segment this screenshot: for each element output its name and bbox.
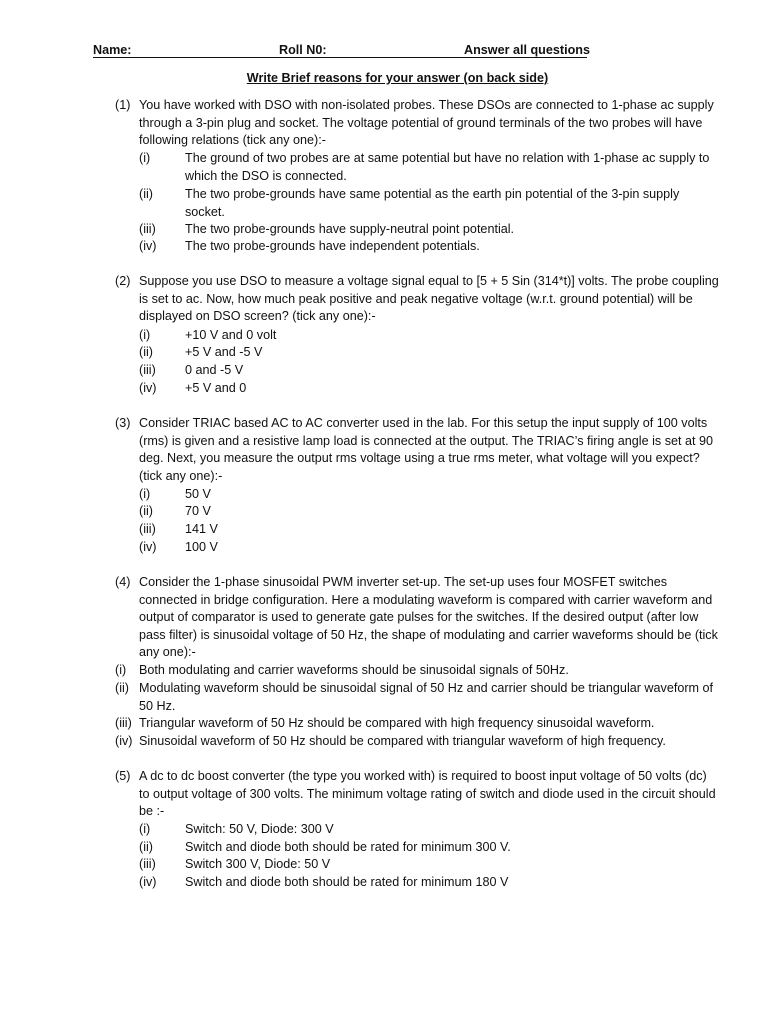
option-text: Sinusoidal waveform of 50 Hz should be compared with triangular waveform of high frequency. [139, 734, 666, 748]
option-label: (i) [139, 822, 151, 836]
option-label: (iv) [139, 540, 157, 554]
question-number: (2) [115, 274, 131, 288]
option-label: (iii) [139, 222, 156, 236]
option-text: 0 and -5 V [185, 363, 244, 377]
roll-number-label: Roll N0: [279, 43, 327, 57]
option-text: +5 V and 0 [185, 381, 247, 395]
option-text: 141 V [185, 522, 218, 536]
option-text: 100 V [185, 540, 218, 554]
option-label: (iii) [139, 857, 156, 871]
question-text: Suppose you use DSO to measure a voltage signal equal to [5 + 5 Sin (314*t)] volts. The probe coupling is set to ac. Now, how much peak positive and peak negative voltage (w.r.t. ground potential) will be displayed on DSO screen? (tick any one):- [139, 274, 719, 324]
option-label: (iv) [139, 381, 157, 395]
question-number: (4) [115, 575, 131, 589]
option-label: (ii) [139, 504, 153, 518]
option-label: (ii) [139, 345, 153, 359]
option-label: (iv) [139, 875, 157, 889]
option-text: Switch and diode both should be rated for minimum 180 V [185, 875, 509, 889]
question-text: Consider the 1-phase sinusoidal PWM inverter set-up. The set-up uses four MOSFET switches connected in bridge configuration. Here a modulating waveform is compared with carrier waveform and output of comparator is used to generate gate pulses for the switches. If the desired output (after low pass filter) is sinusoidal voltage of 50 Hz, the shape of modulating and carrier waveforms should be (tick any one):- [139, 575, 718, 660]
option-label: (iii) [139, 522, 156, 536]
option-label: (iii) [115, 716, 132, 730]
option-label: (ii) [139, 840, 153, 854]
option-label: (i) [139, 328, 151, 342]
option-label: (ii) [139, 187, 153, 201]
option-label: (i) [115, 663, 127, 677]
option-text: Modulating waveform should be sinusoidal signal of 50 Hz and carrier should be triangular waveform of 50 Hz. [139, 681, 714, 713]
header-underline [93, 57, 587, 58]
question-text: Consider TRIAC based AC to AC converter used in the lab. For this setup the input supply of 100 volts (rms) is given and a resistive lamp load is connected at the output. The TRIAC’s firing angle is set at 90 deg. Next, you measure the output rms voltage using a true rms meter, what voltage will you expect? (tick any one):- [139, 416, 714, 483]
option-label: (iv) [115, 734, 133, 748]
option-text: +5 V and -5 V [185, 345, 263, 359]
name-label: Name: [93, 43, 132, 57]
option-text: Triangular waveform of 50 Hz should be compared with high frequency sinusoidal waveform. [139, 716, 655, 730]
question-number: (3) [115, 416, 131, 430]
option-text: Both modulating and carrier waveforms should be sinusoidal signals of 50Hz. [139, 663, 569, 677]
option-text: The two probe-grounds have same potential as the earth pin potential of the 3-pin supply socket. [185, 187, 680, 219]
option-text: +10 V and 0 volt [185, 328, 277, 342]
question-number: (1) [115, 98, 131, 112]
option-text: Switch: 50 V, Diode: 300 V [185, 822, 334, 836]
question-number: (5) [115, 769, 131, 783]
page-subtitle: Write Brief reasons for your answer (on back side) [246, 71, 549, 85]
option-label: (i) [139, 487, 151, 501]
option-text: Switch 300 V, Diode: 50 V [185, 857, 331, 871]
option-text: The ground of two probes are at same potential but have no relation with 1-phase ac supply to which the DSO is connected. [185, 151, 710, 183]
option-text: 50 V [185, 487, 211, 501]
option-label: (iv) [139, 239, 157, 253]
question-text: A dc to dc boost converter (the type you worked with) is required to boost input voltage of 50 volts (dc) to output voltage of 300 volts. The minimum voltage rating of switch and diode used in the circuit should be :- [139, 769, 716, 819]
option-label: (iii) [139, 363, 156, 377]
instruction-label: Answer all questions [464, 43, 590, 57]
option-text: The two probe-grounds have supply-neutral point potential. [185, 222, 515, 236]
question-text: You have worked with DSO with non-isolated probes. These DSOs are connected to 1-phase ac supply through a 3-pin plug and socket. The voltage potential of ground terminals of the two probes will have following relations (tick any one):- [139, 98, 714, 148]
option-label: (ii) [115, 681, 129, 695]
option-text: The two probe-grounds have independent potentials. [185, 239, 480, 253]
option-text: Switch and diode both should be rated for minimum 300 V. [185, 840, 511, 854]
option-text: 70 V [185, 504, 211, 518]
option-label: (i) [139, 151, 151, 165]
